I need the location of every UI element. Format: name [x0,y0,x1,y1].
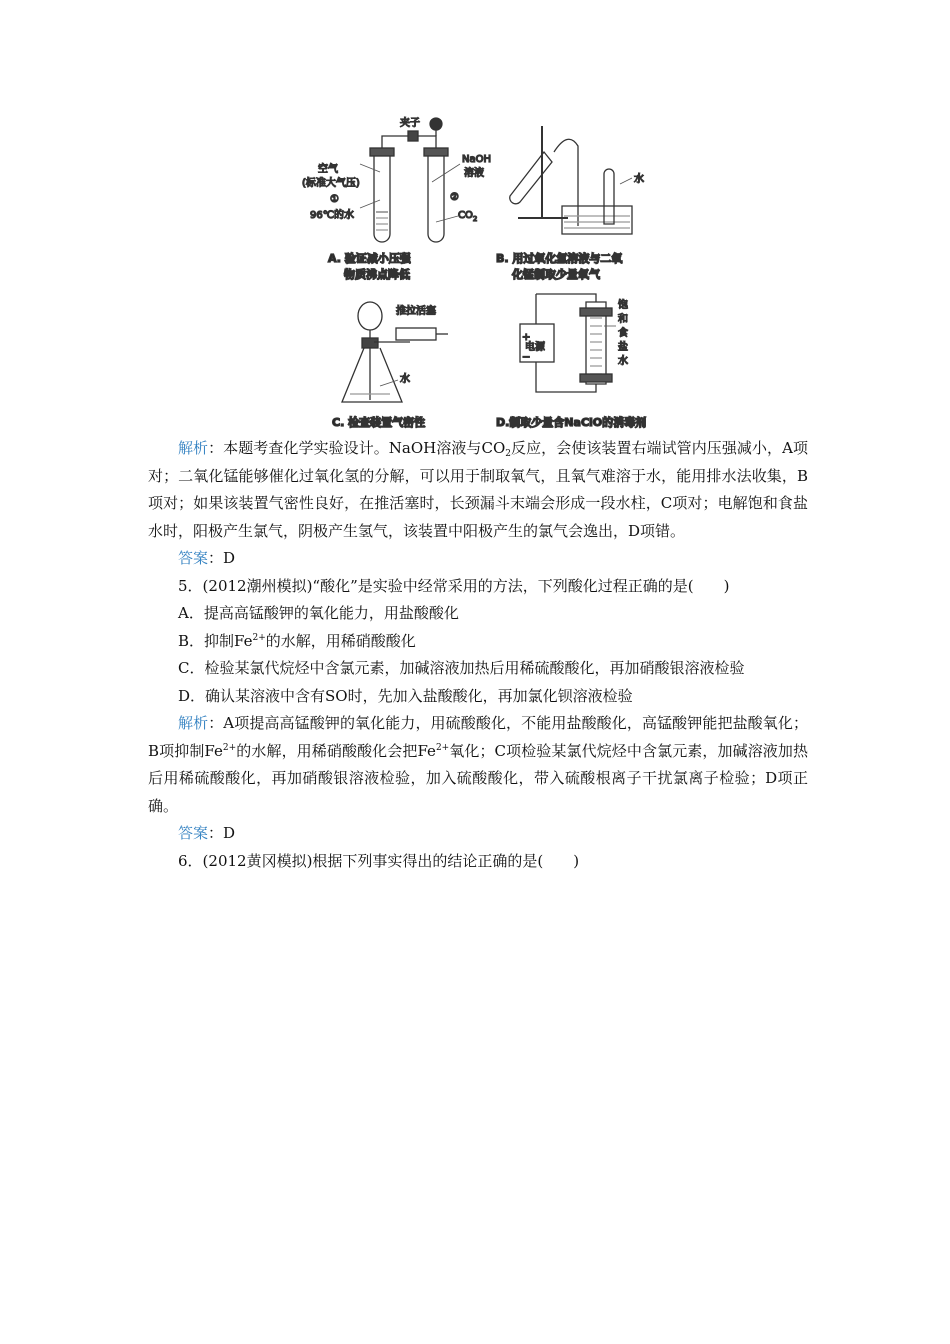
caption-d: D.制取少量含NaClO的消毒剂 [496,416,647,429]
caption-a-line1: A. 验证减小压强 [328,252,411,265]
label-brine-1: 饱 [618,300,628,311]
question-6-stem: 6．(2012黄冈模拟)根据下列事实得出的结论正确的是( ) [178,851,580,870]
analysis-label: 解析 [178,714,209,732]
label-plus: + [522,332,531,343]
label-naoh: NaOH [462,154,491,165]
caption-b-line1: B. 用过氧化氢溶液与二氧 [496,252,623,265]
label-air: 空气 [318,164,338,175]
analysis-2: 解析：A项提高高锰酸钾的氧化能力，用硫酸酸化，不能用盐酸酸化，高锰酸钾能把盐酸氧化；B项抑制$Fe^{2+}$的水解，用稀硝酸酸化会把$Fe^{2+}$氧化；C项检验某氯代烷烃中含氯元素，加碱溶液加热后用稀硫酸酸化，再加硝酸银溶液检验，加入硫酸酸化，带入硫酸根离子干扰氯离子检验；D项正确。 [148,714,808,815]
label-co2: $CO_2$ [458,210,478,223]
label-b-water: 水 [634,174,644,185]
question-5-option-b: B．抑制$Fe^{2+}$的水解，用稀硝酸酸化 [178,631,416,650]
label-tube-2: ② [450,192,459,203]
label-tube-1: ① [330,194,339,205]
caption-b-line2: 化锰制取少量氧气 [512,268,600,281]
apparatus-diagram [300,112,660,432]
label-piston: 推拉活塞 [396,306,436,317]
apparatus-figure [300,112,660,432]
question-content [148,435,808,875]
label-brine-3: 食 [618,328,628,339]
panel-c-drawing [342,302,448,402]
label-power: 电源 [525,342,545,353]
analysis-1: 解析：本题考查化学实验设计。NaOH溶液与$CO_2$反应，会使该装置右端试管内压强减小，A项对；二氧化锰能够催化过氧化氢的分解，可以用于制取氧气，且氧气难溶于水，能用排水法收集，B项对；如果该装置气密性良好，在推活塞时，长颈漏斗末端会形成一段水柱，C项对；电解饱和食盐水时，阳极产生氯气，阴极产生氢气，该装置中阳极产生的氯气会逸出，D项错。 [148,439,808,540]
question-5-stem: 5．(2012潮州模拟)“酸化”是实验中经常采用的方法，下列酸化过程正确的是( ) [178,576,730,595]
label-brine-2: 和 [618,314,628,325]
question-5-option-d: D．确认某溶液中含有SO时，先加入盐酸酸化，再加氯化钡溶液检验 [178,686,633,705]
label-brine-5: 水 [618,356,628,367]
label-hot-water: 96℃的水 [310,210,354,221]
question-5-option-a: A．提高高锰酸钾的氧化能力，用盐酸酸化 [178,604,459,622]
caption-a-line2: 物质沸点降低 [344,268,410,281]
answer-label: 答案 [178,824,209,842]
answer-label: 答案 [178,549,209,567]
label-c-water: 水 [400,374,410,385]
label-minus: − [522,352,531,363]
answer-1: 答案：D [178,549,236,567]
panel-b-drawing [510,126,632,234]
label-brine-4: 盐 [618,342,628,353]
answer-2: 答案：D [178,824,236,842]
label-air-pressure: (标准大气压) [302,178,360,189]
caption-c: C. 检查装置气密性 [332,416,426,429]
question-5-option-c: C．检验某氯代烷烃中含氯元素，加碱溶液加热后用稀硫酸酸化，再加硝酸银溶液检验 [178,659,745,677]
panel-a-drawing [360,118,460,242]
analysis-label: 解析 [178,439,209,457]
label-clip: 夹子 [400,118,420,129]
label-naoh-solution: 溶液 [464,168,484,179]
